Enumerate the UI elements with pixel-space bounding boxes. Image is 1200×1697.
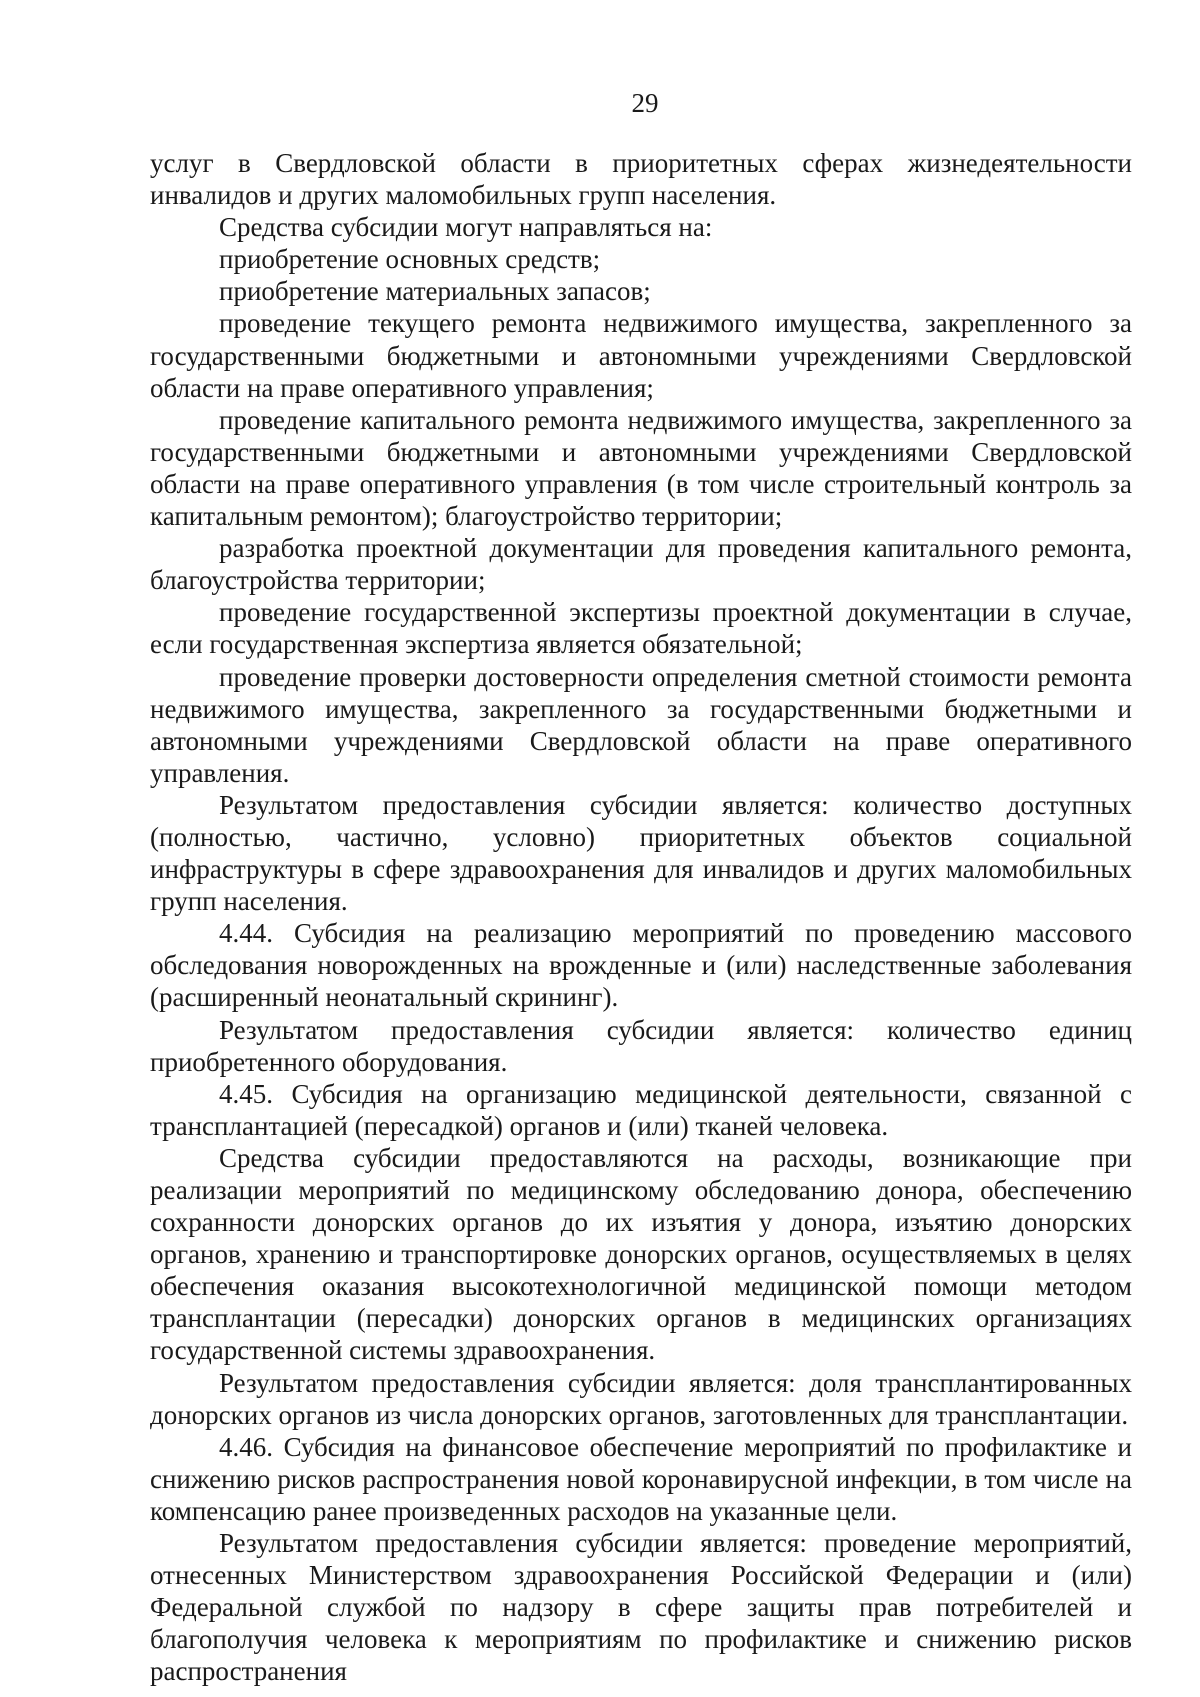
paragraph: Средства субсидии предоставляются на расходы, возникающие при реализации мероприятий по медицинскому обследованию донора, обеспечению сохранности донорских органов до их изъятия у донора, изъятию донорских органов, хранению и транспортировке донорских органов, осуществляемых в целях обеспечения оказания высокотехнологичной медицинской помощи методом трансплантации (пересадки) донорских органов в медицинских организациях государственной системы здравоохранения. [150, 1142, 1132, 1366]
paragraph: услуг в Свердловской области в приоритетных сферах жизнедеятельности инвалидов и других маломобильных групп населения. [150, 148, 1132, 211]
page-number: 29 [631, 88, 659, 118]
section-paragraph-4-44: 4.44. Субсидия на реализацию мероприятий по проведению массового обследования новорожденных на врожденные и (или) наследственные заболевания (расширенный неонатальный скрининг). [150, 918, 1132, 1013]
paragraph: Результатом предоставления субсидии является: доля трансплантированных донорских органов из числа донорских органов, заготовленных для трансплантации. [150, 1367, 1132, 1430]
section-paragraph-4-45: 4.45. Субсидия на организацию медицинской деятельности, связанной с трансплантацией (пересадкой) органов и (или) тканей человека. [150, 1078, 1132, 1141]
paragraph: проведение текущего ремонта недвижимого имущества, закрепленного за государственными бюджетными и автономными учреждениями Свердловской области на праве оперативного управления; [150, 308, 1132, 403]
paragraph: проведение проверки достоверности определения сметной стоимости ремонта недвижимого имущества, закрепленного за государственными бюджетными и автономными учреждениями Свердловской области на праве оперативного управления. [150, 661, 1132, 788]
paragraph: разработка проектной документации для проведения капитального ремонта, благоустройства территории; [150, 533, 1132, 596]
paragraph: приобретение материальных запасов; [219, 276, 651, 307]
paragraph: Результатом предоставления субсидии является: проведение мероприятий, отнесенных Министерством здравоохранения Российской Федерации и (или) Федеральной службой по надзору в сфере защиты прав потребителей и благополучия человека к мероприятиям по профилактике и снижению рисков распространения [150, 1528, 1132, 1687]
paragraph: Средства субсидии могут направляться на: [219, 212, 713, 243]
paragraph: проведение капитального ремонта недвижимого имущества, закрепленного за государственными бюджетными и автономными учреждениями Свердловской области на праве оперативного управления (в том числе строительный контроль за капитальным ремонтом); благоустройство территории; [150, 404, 1132, 532]
body-text [150, 147, 1132, 1688]
paragraph: проведение государственной экспертизы проектной документации в случае, если государственная экспертиза является обязательной; [150, 597, 1132, 660]
section-paragraph-4-46: 4.46. Субсидия на финансовое обеспечение мероприятий по профилактике и снижению рисков распространения новой коронавирусной инфекции, в том числе на компенсацию ранее произведенных расходов на указанные цели. [150, 1431, 1132, 1526]
paragraph: приобретение основных средств; [219, 244, 601, 275]
paragraph: Результатом предоставления субсидии является: количество единиц приобретенного оборудования. [150, 1014, 1132, 1077]
paragraph: Результатом предоставления субсидии является: количество доступных (полностью, частично, условно) приоритетных объектов социальной инфраструктуры в сфере здравоохранения для инвалидов и других маломобильных групп населения. [150, 789, 1132, 917]
